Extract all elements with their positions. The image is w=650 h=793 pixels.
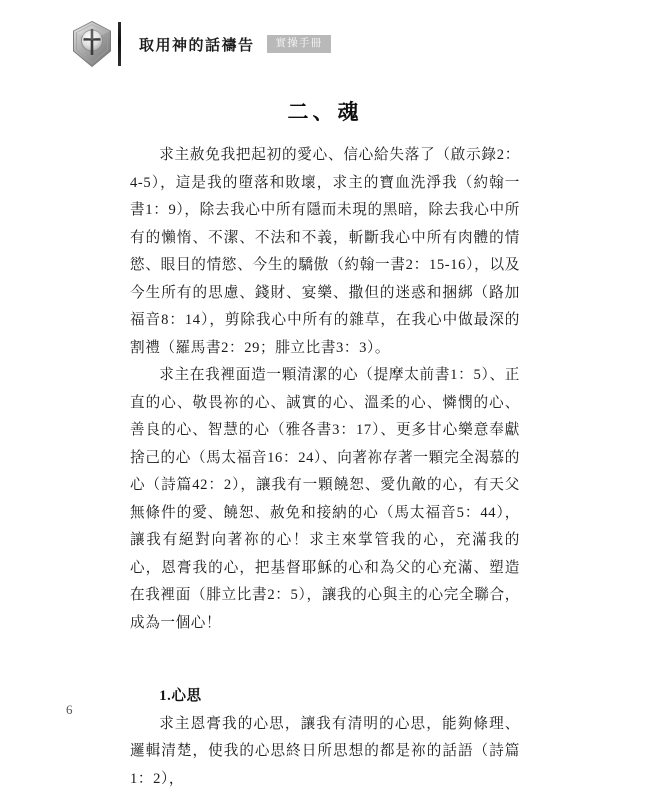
page-number: 6 [66, 702, 73, 718]
section-spacer [130, 637, 520, 659]
body-paragraph: 求主恩膏我的心思，讓我有清明的心思，能夠條理、邏輯清楚，使我的心思終日所思想的都是祢的話語（詩篇1：2）， [130, 711, 520, 793]
body-paragraph: 求主在我裡面造一顆清潔的心（提摩太前書1：5）、正直的心、敬畏祢的心、誠實的心、溫柔的心、憐憫的心、善良的心、智慧的心（雅各書3：17）、更多甘心樂意奉獻捨己的心（馬太福音16：24）、向著祢存著一顆完全渴慕的心（詩篇42：2），讓我有一顆饒恕、愛仇敵的心，有天父無條件的愛、饒恕、赦免和接納的心（馬太福音5：44），讓我有絕對向著祢的心！求主來掌管我的心，充滿我的心，恩膏我的心，把基督耶穌的心和為父的心充滿、塑造在我裡面（腓立比書2：5），讓我的心與主的心完全聯合，成為一個心！ [130, 362, 520, 637]
page-content [130, 96, 520, 793]
body-paragraph: 求主赦免我把起初的愛心、信心給失落了（啟示錄2：4-5），這是我的墮落和敗壞，求主的寶血洗淨我（約翰一書1：9），除去我心中所有隱而未現的黑暗，除去我心中所有的懶惰、不潔、不法和不義，斬斷我心中所有肉體的情慾、眼目的情慾、今生的驕傲（約翰一書2：15-16），以及今生所有的思慮、錢財、宴樂、撒但的迷惑和捆綁（路加福音8：14），剪除我心中所有的雜草，在我心中做最深的割禮（羅馬書2：29；腓立比書3：3）。 [130, 142, 520, 362]
header-title: 取用神的話禱告 [139, 34, 255, 55]
header-divider-icon [118, 22, 121, 66]
chapter-title: 二、魂 [130, 96, 520, 126]
subsection-title: 1.心思 [130, 683, 520, 711]
shield-cross-emblem-icon [70, 20, 114, 68]
running-header [70, 16, 590, 72]
header-badge: 實操手冊 [267, 35, 332, 54]
